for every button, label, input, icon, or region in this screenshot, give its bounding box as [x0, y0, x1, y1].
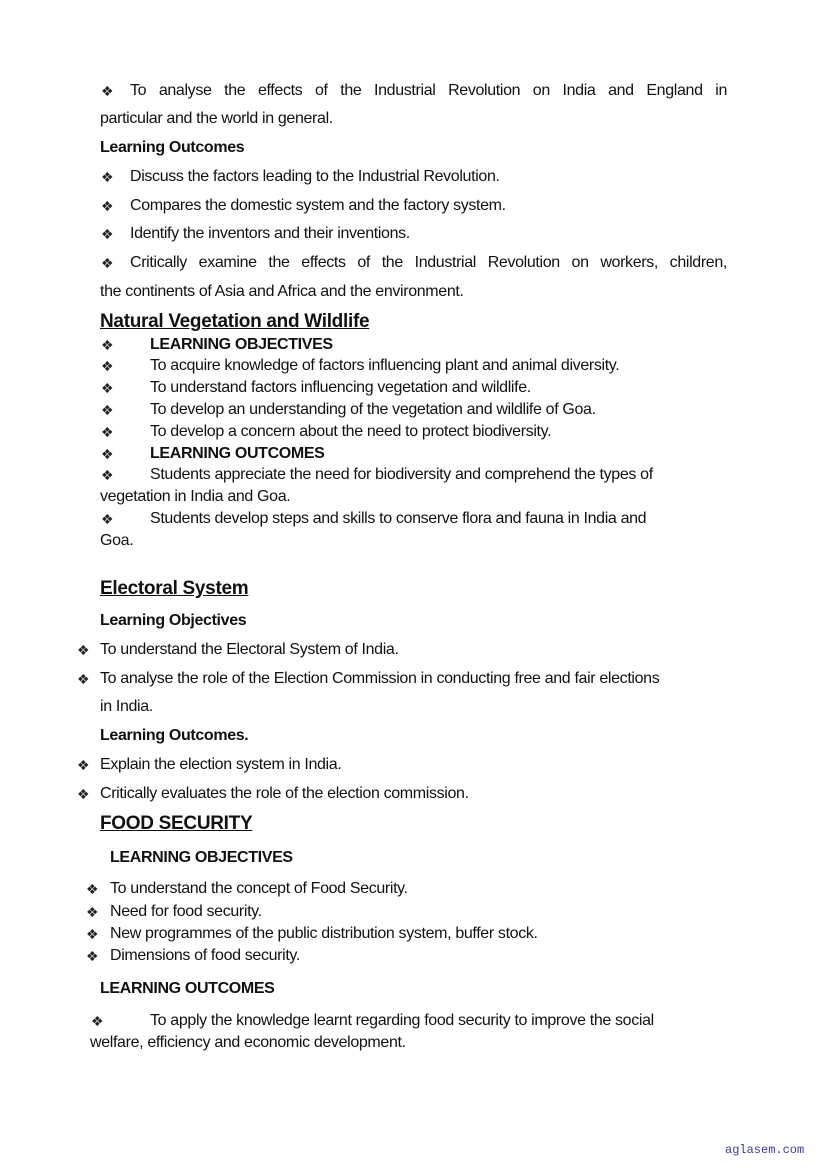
outcome-item: Students appreciate the need for biodiversity and comprehend the types of: [150, 466, 653, 483]
outcome-item: Discuss the factors leading to the Industrial Revolution.: [130, 168, 500, 185]
outcome-item: Students develop steps and skills to conserve flora and fauna in India and: [150, 510, 647, 527]
bullet-icon: ❖: [101, 198, 114, 214]
bullet-icon: ❖: [86, 904, 99, 920]
outcome-item: Critically examine the effects of the Industrial Revolution on workers, children,: [130, 254, 727, 271]
objective-item: To develop a concern about the need to protect biodiversity.: [150, 423, 552, 440]
objective-item: To analyse the role of the Election Commission in conducting free and fair elections: [100, 670, 660, 687]
section-title-food-security: FOOD SECURITY: [100, 813, 253, 834]
bullet-icon: ❖: [77, 642, 90, 658]
objective-item: To understand the concept of Food Security.: [110, 880, 408, 897]
outcome-item: To apply the knowledge learnt regarding food security to improve the social: [150, 1012, 654, 1029]
bullet-icon: ❖: [101, 446, 114, 462]
bullet-icon: ❖: [77, 786, 90, 802]
watermark: aglasem.com: [725, 1143, 805, 1157]
bullet-icon: ❖: [86, 926, 99, 942]
objective-text-cont: particular and the world in general.: [100, 110, 333, 127]
bullet-icon: ❖: [91, 1013, 104, 1029]
objective-text: To analyse the effects of the Industrial Revolution on India and England in: [130, 82, 727, 99]
section-subheading: LEARNING OBJECTIVES: [110, 849, 293, 866]
bullet-icon: ❖: [101, 467, 114, 483]
objective-item: Dimensions of food security.: [110, 947, 300, 964]
bullet-icon: ❖: [101, 226, 114, 242]
section-subheading: Learning Outcomes: [100, 139, 245, 156]
bullet-icon: ❖: [77, 757, 90, 773]
bullet-icon: ❖: [101, 337, 114, 353]
section-subheading: LEARNING OUTCOMES: [150, 445, 325, 462]
section-subheading: LEARNING OUTCOMES: [100, 980, 275, 997]
outcome-item-cont: welfare, efficiency and economic development.: [90, 1034, 406, 1051]
outcome-item: Explain the election system in India.: [100, 756, 342, 773]
objective-item: Need for food security.: [110, 903, 262, 920]
bullet-icon: ❖: [101, 402, 114, 418]
section-subheading: Learning Outcomes.: [100, 727, 249, 744]
bullet-icon: ❖: [101, 380, 114, 396]
outcome-item: Compares the domestic system and the factory system.: [130, 197, 506, 214]
bullet-icon: ❖: [101, 358, 114, 374]
outcome-item: Identify the inventors and their inventions.: [130, 225, 410, 242]
outcome-item: Critically evaluates the role of the election commission.: [100, 785, 469, 802]
bullet-icon: ❖: [86, 881, 99, 897]
objective-item: To understand the Electoral System of India.: [100, 641, 399, 658]
objective-item: New programmes of the public distribution system, buffer stock.: [110, 925, 538, 942]
section-title-electoral: Electoral System: [100, 578, 249, 599]
section-title-vegetation: Natural Vegetation and Wildlife: [100, 311, 370, 332]
bullet-icon: ❖: [101, 511, 114, 527]
bullet-icon: ❖: [101, 424, 114, 440]
bullet-icon: ❖: [101, 83, 114, 99]
section-subheading: Learning Objectives: [100, 612, 247, 629]
objective-item: To understand factors influencing vegetation and wildlife.: [150, 379, 531, 396]
bullet-icon: ❖: [101, 169, 114, 185]
objective-item: To develop an understanding of the vegetation and wildlife of Goa.: [150, 401, 596, 418]
outcome-item-cont: the continents of Asia and Africa and the environment.: [100, 283, 464, 300]
objective-item: To acquire knowledge of factors influencing plant and animal diversity.: [150, 357, 620, 374]
bullet-icon: ❖: [101, 255, 114, 271]
outcome-item-cont: Goa.: [100, 532, 134, 549]
bullet-icon: ❖: [86, 948, 99, 964]
section-subheading: LEARNING OBJECTIVES: [150, 336, 333, 353]
outcome-item-cont: vegetation in India and Goa.: [100, 488, 291, 505]
objective-item-cont: in India.: [100, 698, 153, 715]
bullet-icon: ❖: [77, 671, 90, 687]
